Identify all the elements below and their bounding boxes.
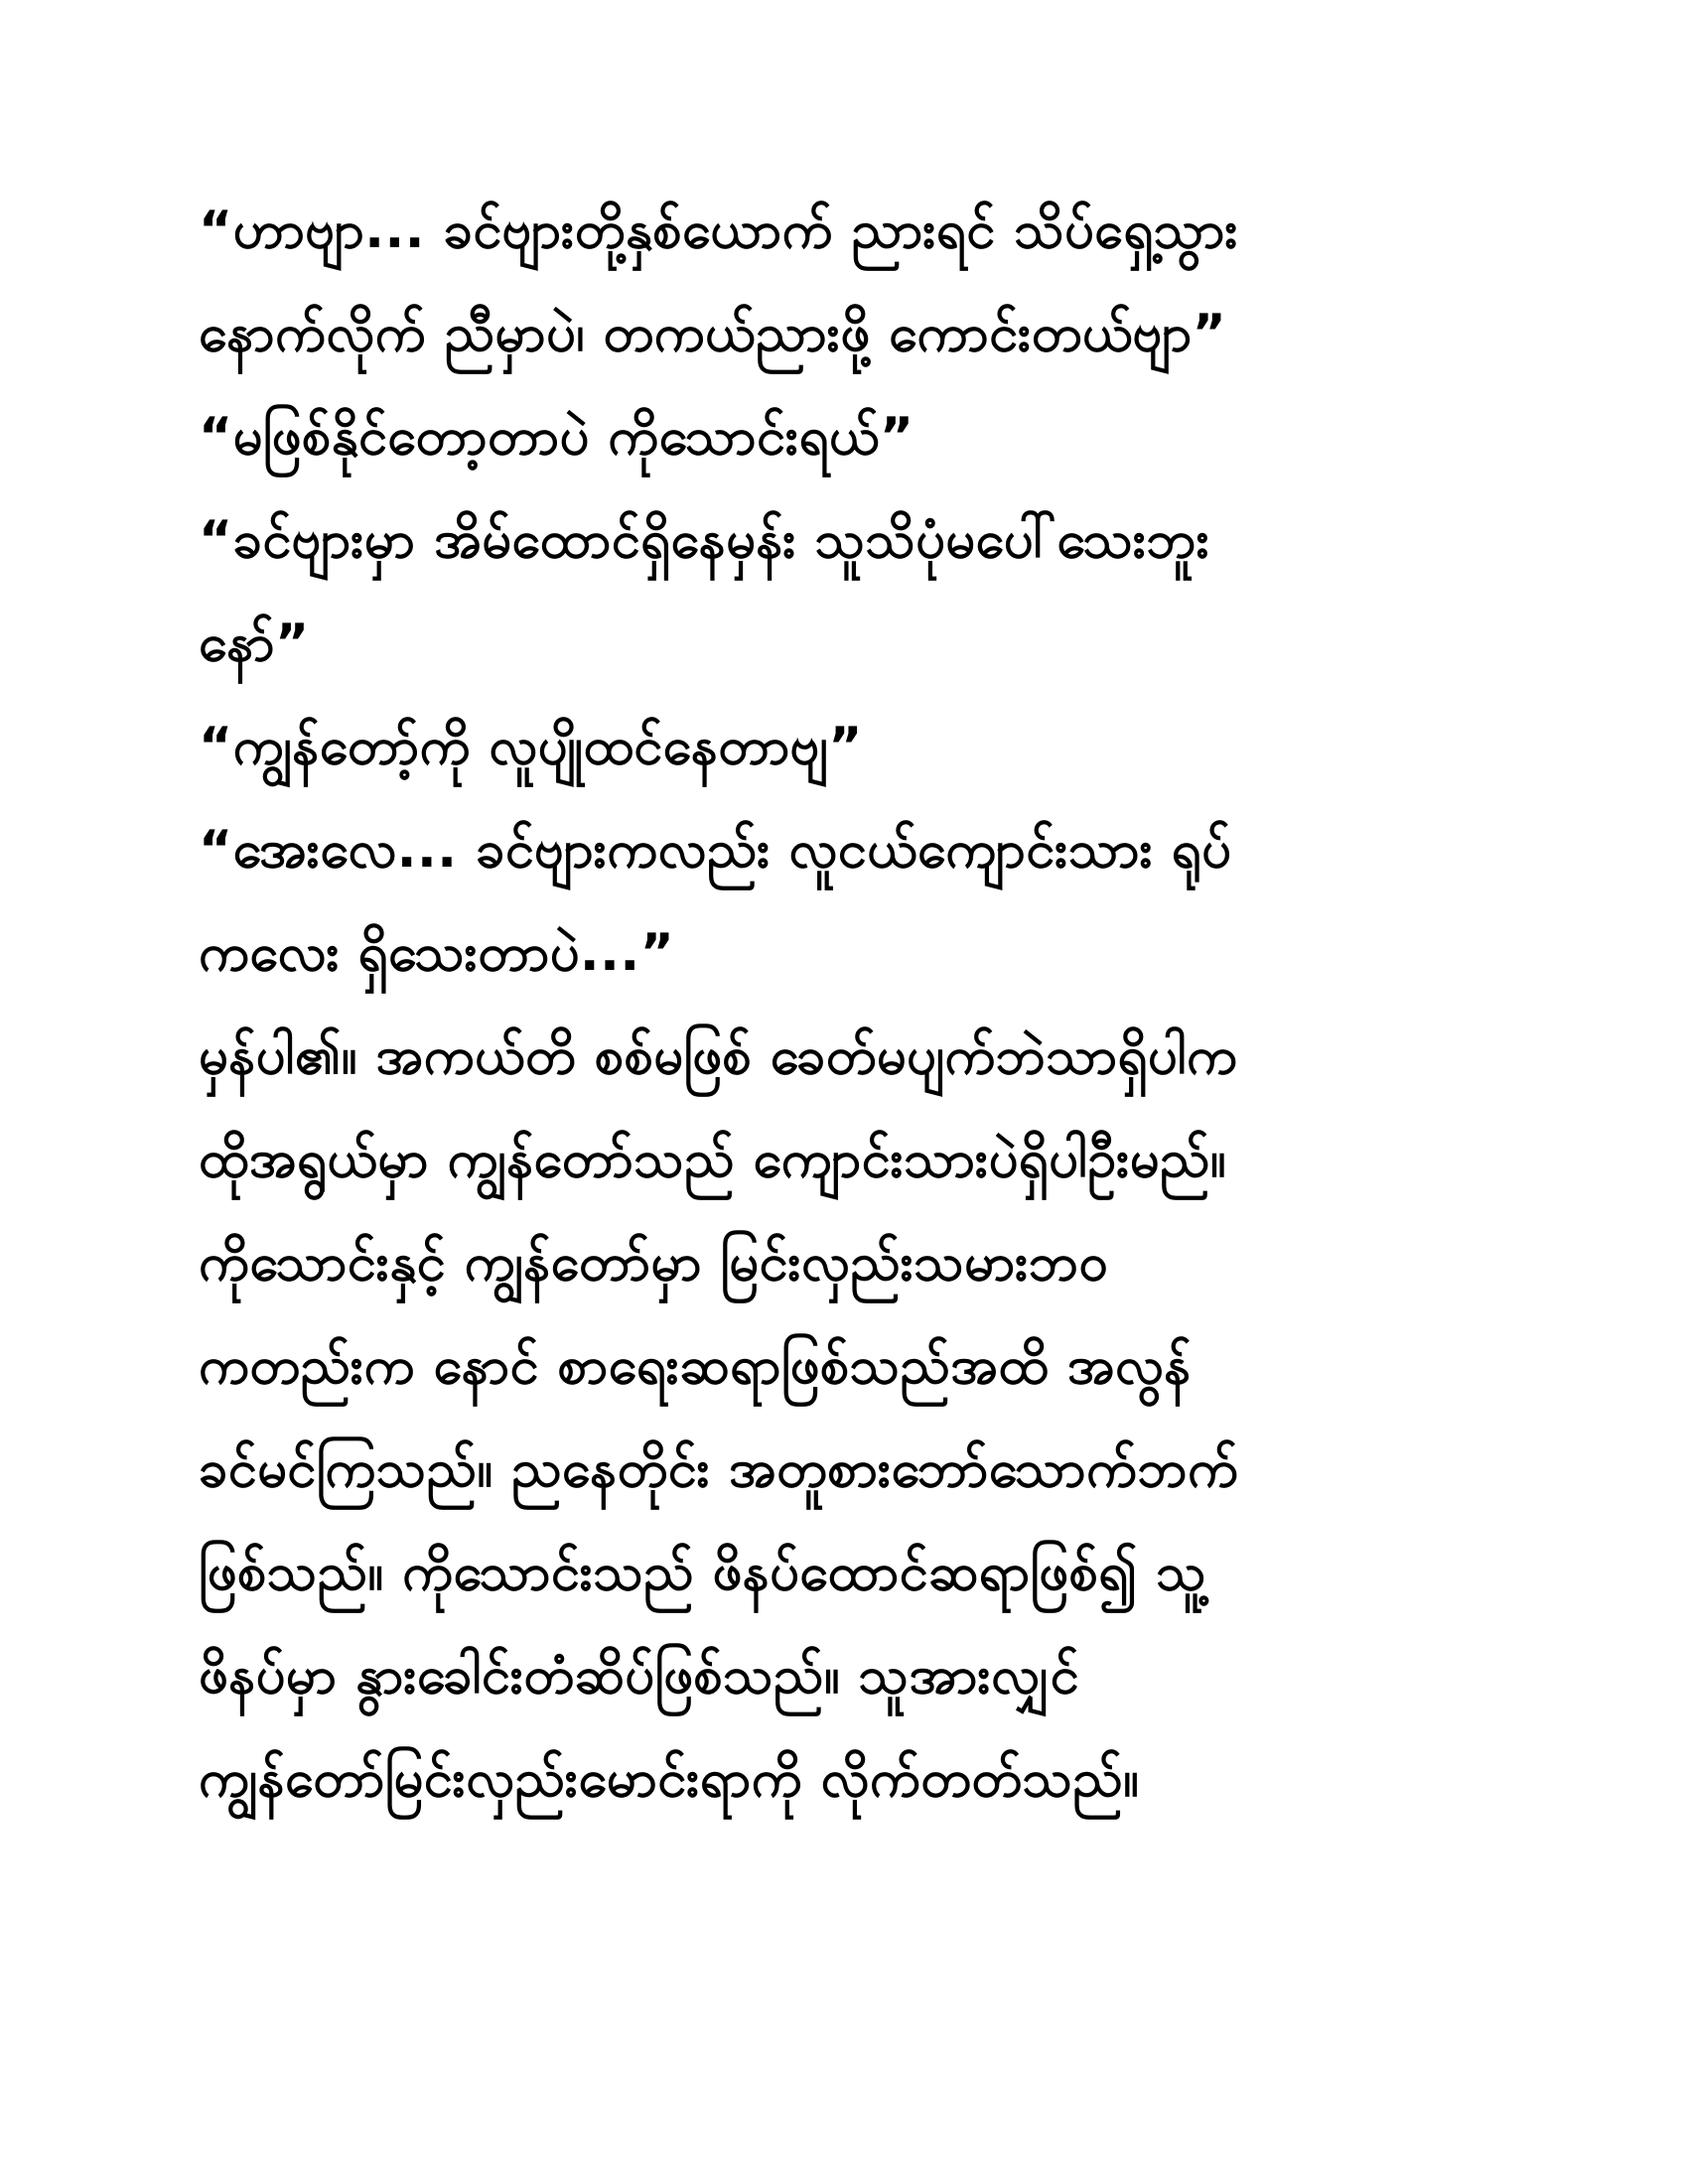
text-line: “ကျွန်တော့်ကို လူပျိုထင်နေတာဗျ” [199,717,863,776]
text-line: “ခင်ဗျားမှာ အိမ်ထောင်ရှိနေမှန်း သူသိပုံမပေါ်သေးဘူး [199,510,1210,570]
narrative-paragraph [199,1005,1489,1211]
text-line: ကလေး ရှိသေးတာပဲ...” [199,923,675,983]
text-line: နော်” [199,614,310,673]
text-line: ကျွန်တော်မြင်းလှည်းမောင်းရာကို လိုက်တတ်သည်။ [199,1749,1140,1809]
text-line: နောက်လိုက် ညီမှာပဲ၊ တကယ်ညားဖို့ ကောင်းတယ်ဗျာ” [199,304,1227,363]
text-line: “အေးလေ... ခင်ဗျားကလည်း လူငယ်ကျောင်းသား ရုပ် [199,820,1232,880]
dialogue-paragraph [199,385,1489,488]
text-line: ထိုအရွယ်မှာ ကျွန်တော်သည် ကျောင်းသားပဲရှိပါဦးမည်။ [199,1130,1227,1189]
text-line: ခင်မင်ကြသည်။ ညနေတိုင်း အတူစားဘော်သောက်ဘက် [199,1439,1239,1499]
dialogue-paragraph [199,488,1489,695]
text-line: ကတည်းက နောင် စာရေးဆရာဖြစ်သည်အထိ အလွန် [199,1336,1192,1396]
dialogue-paragraph [199,695,1489,798]
text-line: “မဖြစ်နိုင်တော့တာပဲ ကိုသောင်းရယ်” [199,407,914,467]
text-line: ဖိနပ်မှာ နွားခေါင်းတံဆိပ်ဖြစ်သည်။ သူအားလျှင် [199,1646,1079,1706]
text-line: ကိုသောင်းနှင့် ကျွန်တော်မှာ မြင်းလှည်းသမားဘ၀ [199,1233,1109,1293]
text-line: “ဟာဗျာ... ခင်ဗျားတို့နှစ်ယောက် ညားရင် သိပ်ရှေ့သွား [199,201,1239,260]
dialogue-paragraph [199,179,1489,385]
text-line: မှန်ပါ၏။ အကယ်တိ စစ်မဖြစ် ခေတ်မပျက်ဘဲသာရှိပါက [199,1026,1238,1086]
text-line: ဖြစ်သည်။ ကိုသောင်းသည် ဖိနပ်ထောင်ဆရာဖြစ်၍ သူ့ [199,1543,1207,1602]
body-text [199,179,1489,1831]
dialogue-paragraph [199,798,1489,1005]
narrative-paragraph [199,1211,1489,1831]
